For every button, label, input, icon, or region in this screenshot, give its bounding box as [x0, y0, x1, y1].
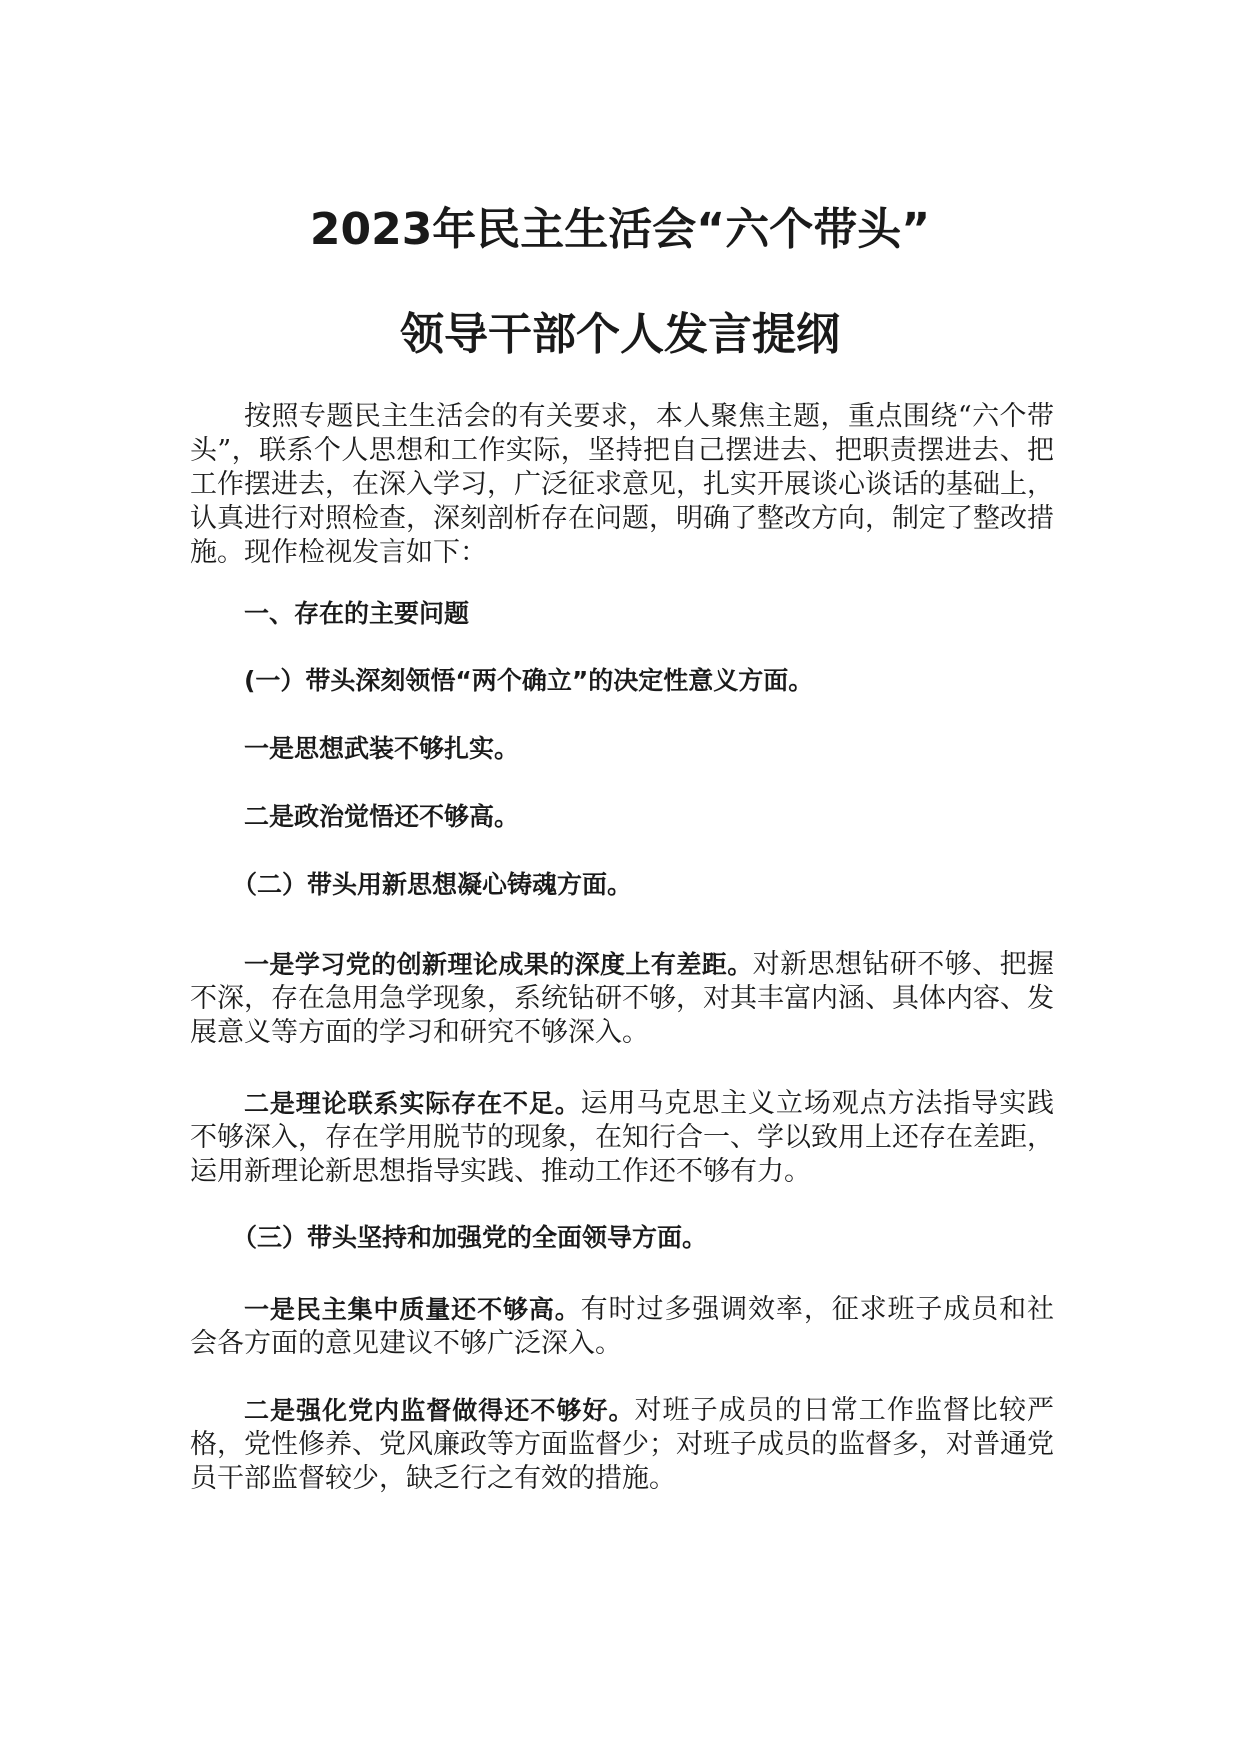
document-title-line2: 领导干部个人发言提纲 [400, 309, 840, 360]
subsection-heading-1: (一）带头深刻领悟“两个确立”的决定性意义方面。 [244, 666, 814, 695]
paragraph-2-2-text: 运用马克思主义立场观点方法指导实践不够深入，存在学用脱节的现象，在知行合一、学以致用上还存在差距，运用新理论新思想指导实践、推动工作还不够有力。 [190, 1088, 1054, 1187]
document-title-line1: 2023年民主生活会“六个带头” [309, 204, 931, 255]
paragraph-2-1-text: 对新思想钻研不够、把握不深，存在急用急学现象，系统钻研不够，对其丰富内涵、具体内容、发展意义等方面的学习和研究不够深入。 [190, 949, 1054, 1048]
paragraph-3-1 [190, 1293, 1054, 1361]
paragraph-3-1-text: 有时过多强调效率，征求班子成员和社会各方面的意见建议不够广泛深入。 [190, 1294, 1054, 1359]
subsection-heading-2: （二）带头用新思想凝心铸魂方面。 [232, 870, 633, 899]
paragraph-3-2-text: 对班子成员的日常工作监督比较严格，党性修养、党风廉政等方面监督少；对班子成员的监督多，对普通党员干部监督较少，缺乏行之有效的措施。 [190, 1395, 1054, 1494]
paragraph-3-2-lead: 二是强化党内监督做得还不够好。 [244, 1396, 635, 1425]
paragraph-2-2-lead: 二是理论联系实际存在不足。 [244, 1089, 581, 1118]
item-heading-1-2: 二是政治觉悟还不够高。 [244, 802, 520, 831]
paragraph-2-1 [190, 948, 1054, 1050]
paragraph-2-1-lead: 一是学习党的创新理论成果的深度上有差距。 [244, 950, 753, 979]
paragraph-2-2 [190, 1087, 1054, 1189]
section-heading-problems: 一、存在的主要问题 [244, 599, 470, 628]
item-heading-1-1: 一是思想武装不够扎实。 [244, 734, 520, 763]
subsection-heading-3: （三）带头坚持和加强党的全面领导方面。 [232, 1223, 708, 1252]
paragraph-3-1-lead: 一是民主集中质量还不够高。 [244, 1295, 581, 1324]
paragraph-3-2 [190, 1394, 1054, 1496]
intro-paragraph: 按照专题民主生活会的有关要求，本人聚焦主题，重点围绕“六个带头”，联系个人思想和工作实际，坚持把自己摆进去、把职责摆进去、把工作摆进去，在深入学习，广泛征求意见，扎实开展谈心谈话的基础上，认真进行对照检查，深刻剖析存在问题，明确了整改方向，制定了整改措施。现作检视发言如下： [190, 401, 1054, 568]
